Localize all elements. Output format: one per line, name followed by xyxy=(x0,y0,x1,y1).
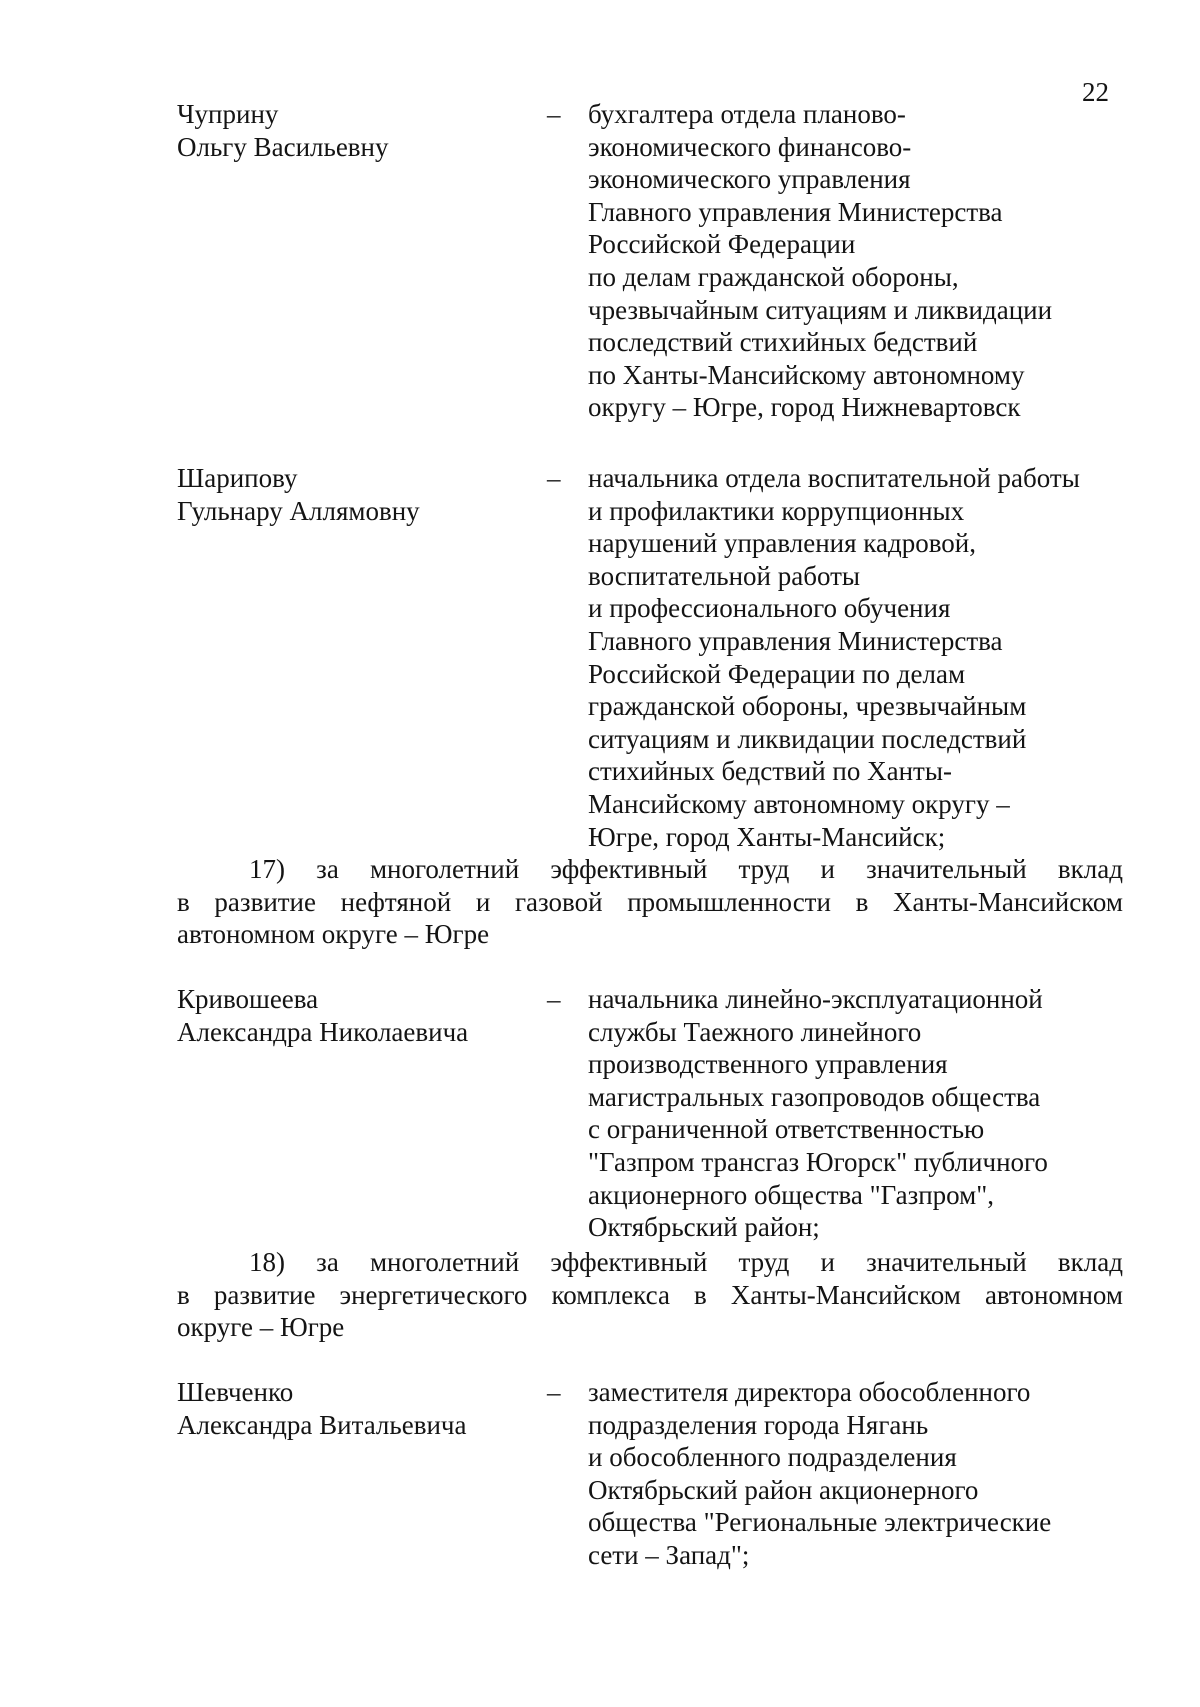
position-line: по делам гражданской обороны, xyxy=(588,261,959,292)
position-line: начальника отдела воспитательной работы xyxy=(588,463,1080,493)
position-line: экономического управления xyxy=(588,164,911,195)
position-line: стихийных бедствий по Ханты- xyxy=(588,756,952,787)
position-line: и профессионального обучения xyxy=(588,593,951,624)
dash-separator: – xyxy=(547,463,561,493)
position-line: производственного управления xyxy=(588,1049,948,1080)
position-description xyxy=(588,1376,1123,1572)
paragraph-line: в развитие нефтяной и газовой промышленности в Ханты-Мансийском xyxy=(177,886,1123,917)
position-line: последствий стихийных бедствий xyxy=(588,327,978,358)
position-description xyxy=(588,98,1123,424)
position-line: магистральных газопроводов общества xyxy=(588,1081,1041,1112)
position-line: Октябрьский район; xyxy=(588,1212,820,1243)
award-category-paragraph xyxy=(177,1246,1123,1344)
person-name xyxy=(177,462,537,527)
position-line: начальника линейно-эксплуатационной xyxy=(588,984,1043,1014)
position-line: заместителя директора обособленного xyxy=(588,1377,1031,1407)
paragraph-line: в развитие энергетического комплекса в Ханты-Мансийском автономном xyxy=(177,1279,1123,1310)
award-category-paragraph xyxy=(177,853,1123,951)
position-line: Главного управления Министерства xyxy=(588,196,1003,227)
person-name xyxy=(177,983,537,1048)
position-line: Главного управления Министерства xyxy=(588,625,1003,656)
position-line: ситуациям и ликвидации последствий xyxy=(588,723,1027,754)
position-line: подразделения города Нягань xyxy=(588,1409,929,1440)
paragraph-line: округе – Югре xyxy=(177,1312,345,1343)
position-line: сети – Запад"; xyxy=(588,1539,750,1570)
position-line: общества "Региональные электрические xyxy=(588,1507,1052,1538)
position-line: с ограниченной ответственностью xyxy=(588,1114,985,1145)
position-line: "Газпром трансгаз Югорск" публичного xyxy=(588,1146,1048,1177)
position-line: и обособленного подразделения xyxy=(588,1442,957,1473)
name-line: Александра Витальевича xyxy=(177,1409,467,1440)
dash-separator: – xyxy=(547,99,561,129)
position-line: гражданской обороны, чрезвычайным xyxy=(588,691,1027,722)
name-line: Шевченко xyxy=(177,1377,294,1407)
position-line: по Ханты-Мансийскому автономному xyxy=(588,359,1025,390)
paragraph-line: автономном округе – Югре xyxy=(177,919,490,950)
position-line: воспитательной работы xyxy=(588,560,861,591)
position-line: округу – Югре, город Нижневартовск xyxy=(588,392,1021,423)
position-line: экономического финансово- xyxy=(588,131,912,162)
position-description xyxy=(588,983,1123,1244)
position-line: и профилактики коррупционных xyxy=(588,495,965,526)
paragraph-line: 17) за многолетний эффективный труд и значительный вклад xyxy=(249,854,1123,884)
dash-separator: – xyxy=(547,1377,561,1407)
page-number: 22 xyxy=(1082,77,1109,107)
name-line: Шарипову xyxy=(177,463,298,493)
name-line: Чуприну xyxy=(177,99,279,129)
position-line: чрезвычайным ситуациям и ликвидации xyxy=(588,294,1053,325)
position-line: бухгалтера отдела планово- xyxy=(588,99,906,129)
name-line: Гульнару Аллямовну xyxy=(177,495,420,526)
position-description xyxy=(588,462,1123,853)
name-line: Александра Николаевича xyxy=(177,1016,469,1047)
position-line: Югре, город Ханты-Мансийск; xyxy=(588,821,946,852)
paragraph-line: 18) за многолетний эффективный труд и значительный вклад xyxy=(249,1247,1123,1277)
person-name xyxy=(177,1376,537,1441)
position-line: Российской Федерации по делам xyxy=(588,658,966,689)
name-line: Кривошеева xyxy=(177,984,319,1014)
position-line: нарушений управления кадровой, xyxy=(588,528,976,559)
dash-separator: – xyxy=(547,984,561,1014)
position-line: акционерного общества "Газпром", xyxy=(588,1179,995,1210)
position-line: Октябрьский район акционерного xyxy=(588,1474,979,1505)
position-line: службы Таежного линейного xyxy=(588,1016,922,1047)
position-line: Российской Федерации xyxy=(588,229,856,260)
name-line: Ольгу Васильевну xyxy=(177,131,389,162)
position-line: Мансийскому автономному округу – xyxy=(588,788,1010,819)
person-name xyxy=(177,98,537,163)
